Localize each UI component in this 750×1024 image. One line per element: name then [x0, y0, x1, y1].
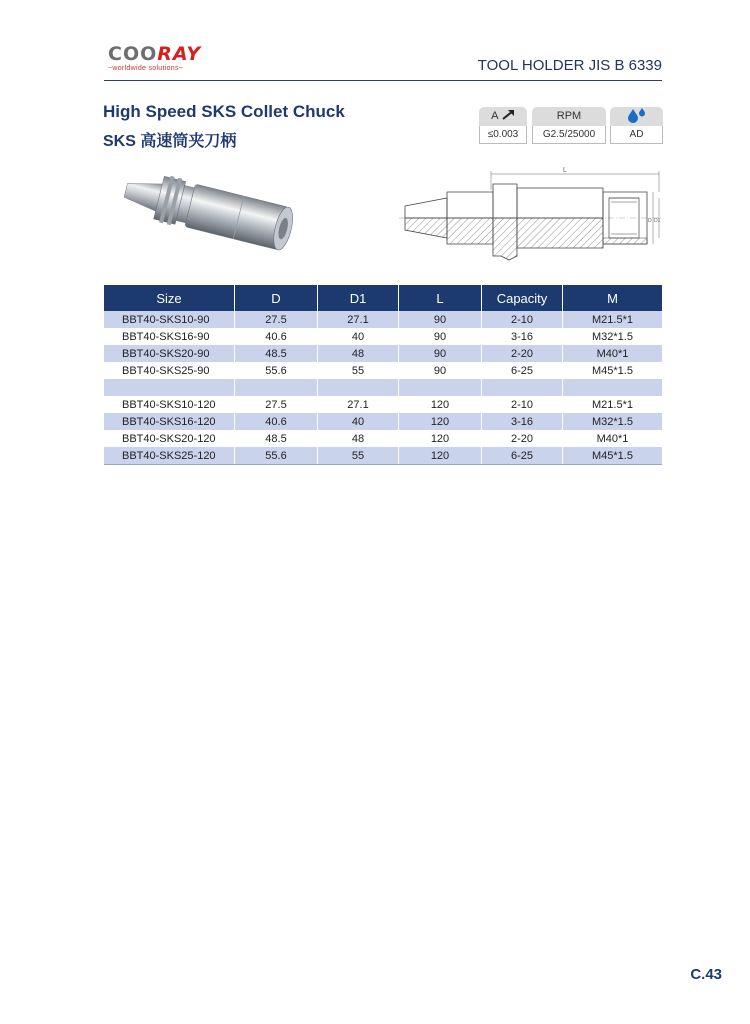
cell-d1: 27.1 — [318, 396, 399, 413]
cell-capacity: 2-10 — [482, 396, 563, 413]
runout-arrow-icon — [501, 109, 515, 120]
product-title-cn: SKS 高速筒夹刀柄 — [103, 133, 237, 150]
spec-rpm-value: G2.5/25000 — [532, 126, 606, 144]
coolant-drops-icon — [626, 107, 648, 123]
cell-d: 48.5 — [235, 430, 318, 447]
brand-logo — [108, 44, 218, 72]
cell-size: BBT40-SKS16-90 — [104, 328, 235, 345]
brand-name-part1: COO — [108, 43, 158, 65]
cell-size: BBT40-SKS20-120 — [104, 430, 235, 447]
cell-capacity: 2-20 — [482, 430, 563, 447]
spec-accuracy-letter: A — [491, 110, 498, 122]
column-header-d1: D1 — [318, 285, 399, 311]
cell-size: BBT40-SKS25-120 — [104, 447, 235, 465]
cell-d: 40.6 — [235, 328, 318, 345]
spec-coolant — [610, 107, 663, 144]
cell-size: BBT40-SKS25-90 — [104, 362, 235, 379]
cell-l: 90 — [399, 345, 482, 362]
cell-d: 55.6 — [235, 362, 318, 379]
spec-coolant-label — [610, 107, 663, 126]
cell-d1: 55 — [318, 447, 399, 465]
table-header-row — [104, 285, 662, 311]
cell-capacity: 6-25 — [482, 447, 563, 465]
cell-m: M45*1.5 — [563, 447, 663, 465]
table-row — [104, 413, 662, 430]
cell-l — [399, 379, 482, 396]
brand-tagline: ~worldwide solutions~ — [108, 65, 184, 72]
cell-m: M21.5*1 — [563, 396, 663, 413]
cell-d1: 55 — [318, 362, 399, 379]
cell-capacity: 3-16 — [482, 328, 563, 345]
cell-capacity: 2-20 — [482, 345, 563, 362]
table-row — [104, 396, 662, 413]
table-row — [104, 328, 662, 345]
cell-d: 27.5 — [235, 396, 318, 413]
cell-d1: 48 — [318, 345, 399, 362]
cell-m — [563, 379, 663, 396]
dimension-label-L: L — [563, 167, 567, 174]
cell-m: M21.5*1 — [563, 311, 663, 328]
cell-d1: 48 — [318, 430, 399, 447]
cell-l: 90 — [399, 311, 482, 328]
cell-l: 120 — [399, 447, 482, 465]
product-photo — [118, 160, 298, 272]
table-row — [104, 430, 662, 447]
cell-m: M40*1 — [563, 345, 663, 362]
drawing-dimension-D — [648, 192, 661, 244]
table-row — [104, 362, 662, 379]
cell-capacity: 2-10 — [482, 311, 563, 328]
column-header-l: L — [399, 285, 482, 311]
table-row — [104, 345, 662, 362]
technical-drawing — [397, 162, 663, 266]
column-header-d: D — [235, 285, 318, 311]
spec-rpm — [532, 107, 606, 144]
header-divider — [104, 80, 662, 81]
cell-d — [235, 379, 318, 396]
column-header-m: M — [563, 285, 663, 311]
cell-size: BBT40-SKS16-120 — [104, 413, 235, 430]
cell-l: 90 — [399, 328, 482, 345]
cell-l: 90 — [399, 362, 482, 379]
cell-d1: 27.1 — [318, 311, 399, 328]
cell-size: BBT40-SKS10-120 — [104, 396, 235, 413]
cell-m: M32*1.5 — [563, 328, 663, 345]
brand-name-part2: RAY — [157, 43, 202, 65]
spec-rpm-label: RPM — [532, 107, 606, 126]
spec-coolant-value: AD — [610, 126, 663, 144]
cell-capacity — [482, 379, 563, 396]
brand-wordmark — [108, 44, 218, 64]
spec-accuracy-label — [479, 107, 527, 126]
table-row — [104, 447, 662, 465]
cell-d: 40.6 — [235, 413, 318, 430]
cell-m: M32*1.5 — [563, 413, 663, 430]
cell-capacity: 6-25 — [482, 362, 563, 379]
cell-l: 120 — [399, 413, 482, 430]
page-number: C.43 — [690, 966, 722, 983]
table-row — [104, 311, 662, 328]
cell-l: 120 — [399, 396, 482, 413]
cell-m: M40*1 — [563, 430, 663, 447]
cell-d1 — [318, 379, 399, 396]
cell-d: 48.5 — [235, 345, 318, 362]
cell-capacity: 3-16 — [482, 413, 563, 430]
cell-d1: 40 — [318, 413, 399, 430]
cell-size — [104, 379, 235, 396]
cell-l: 120 — [399, 430, 482, 447]
cell-d: 27.5 — [235, 311, 318, 328]
spec-accuracy-value: ≤0.003 — [479, 126, 527, 144]
cell-size: BBT40-SKS20-90 — [104, 345, 235, 362]
dimension-label-D: D — [648, 218, 652, 224]
column-header-capacity: Capacity — [482, 285, 563, 311]
page-header-title: TOOL HOLDER JIS B 6339 — [477, 57, 662, 74]
table-row-spacer — [104, 379, 662, 396]
dimension-label-D1: D1 — [654, 218, 661, 224]
product-title-en: High Speed SKS Collet Chuck — [103, 102, 345, 121]
spec-table — [104, 285, 662, 465]
cell-d1: 40 — [318, 328, 399, 345]
spec-accuracy — [479, 107, 527, 144]
column-header-size: Size — [104, 285, 235, 311]
cell-m: M45*1.5 — [563, 362, 663, 379]
cell-size: BBT40-SKS10-90 — [104, 311, 235, 328]
cell-d: 55.6 — [235, 447, 318, 465]
